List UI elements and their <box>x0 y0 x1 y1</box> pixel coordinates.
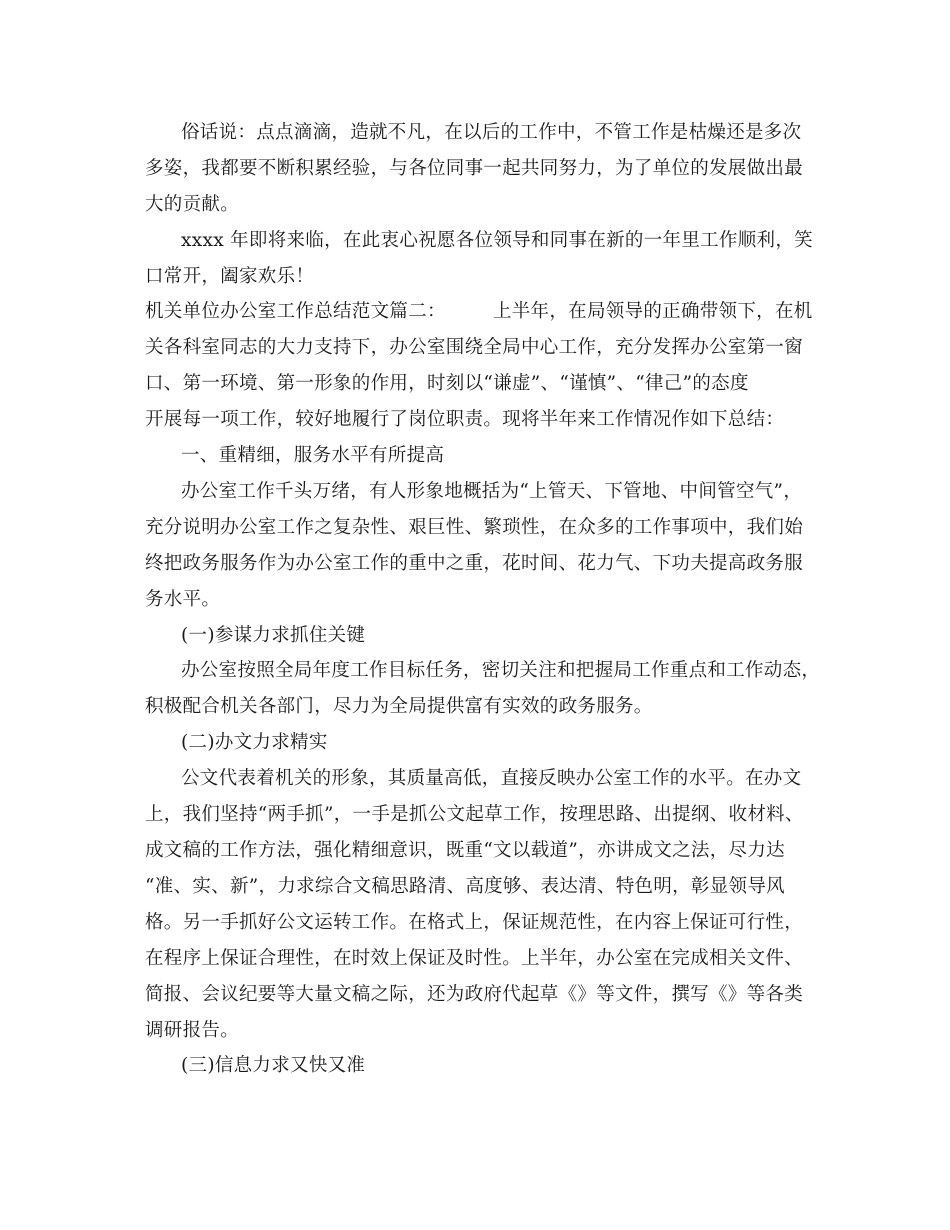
paragraph-line: xxxx 年即将来临，在此衷心祝愿各位领导和同事在新的一年里工作顺利，笑 <box>181 230 813 251</box>
paragraph-line: 上，我们坚持“两手抓”，一手是抓公文起草工作，按理思路、出提纲、收材料、 <box>145 804 804 825</box>
paragraph-line: 口、第一环境、第一形象的作用，时刻以“谦虚”、“谨慎”、“律己”的态度 <box>145 373 749 394</box>
paragraph-line: 充分说明办公室工作之复杂性、艰巨性、繁琐性，在众多的工作事项中，我们始 <box>145 517 804 538</box>
subheading-line: (三)信息力求又快又准 <box>181 1055 366 1076</box>
paragraph-line: 终把政务服务作为办公室工作的重中之重，花时间、花力气、下功夫提高政务服 <box>145 553 804 574</box>
paragraph-line: 积极配合机关各部门，尽力为全局提供富有实效的政务服务。 <box>145 696 653 717</box>
paragraph-line: 关各科室同志的大力支持下，办公室围绕全局中心工作，充分发挥办公室第一窗 <box>145 337 804 358</box>
paragraph-line: 调研报告。 <box>145 1020 240 1041</box>
subheading-line: (二)办文力求精实 <box>181 732 328 753</box>
paragraph-line: 俗话说：点点滴滴，造就不凡，在以后的工作中，不管工作是枯燥还是多次 <box>181 122 802 143</box>
paragraph-line: 多姿，我都要不断积累经验，与各位同事一起共同努力，为了单位的发展做出最 <box>145 158 804 179</box>
paragraph-line: 在程序上保证合理性，在时效上保证及时性。上半年，办公室在完成相关文件、 <box>145 948 804 969</box>
section-title-line: 机关单位办公室工作总结范文篇二： 上半年，在局领导的正确带领下，在机 <box>145 301 813 322</box>
paragraph-line: 成文稿的工作方法，强化精细意识，既重“文以载道”，亦讲成文之法，尽力达 <box>145 840 785 861</box>
paragraph-line: 简报、会议纪要等大量文稿之际，还为政府代起草《》等文件，撰写《》等各类 <box>145 984 804 1005</box>
paragraph-line: 口常开，阖家欢乐！ <box>145 266 315 287</box>
paragraph-line: 办公室工作千头万绪，有人形象地概括为“上管天、下管地、中间管空气”， <box>181 481 803 502</box>
subheading-line: (一)参谋力求抓住关键 <box>181 625 366 646</box>
paragraph-line: “准、实、新”，力求综合文稿思路清、高度够、表达清、特色明，彰显领导风 <box>145 876 785 897</box>
paragraph-line: 格。另一手抓好公文运转工作。在格式上，保证规范性，在内容上保证可行性， <box>145 912 804 933</box>
paragraph-line: 务水平。 <box>145 589 221 610</box>
paragraph-line: 开展每一项工作，较好地履行了岗位职责。现将半年来工作情况作如下总结： <box>145 409 785 430</box>
paragraph-line: 办公室按照全局年度工作目标任务，密切关注和把握局工作重点和工作动态， <box>181 660 821 681</box>
paragraph-line: 公文代表着机关的形象，其质量高低，直接反映办公室工作的水平。在办文 <box>181 768 802 789</box>
heading-line: 一、重精细，服务水平有所提高 <box>181 445 445 466</box>
paragraph-line: 大的贡献。 <box>145 194 240 215</box>
